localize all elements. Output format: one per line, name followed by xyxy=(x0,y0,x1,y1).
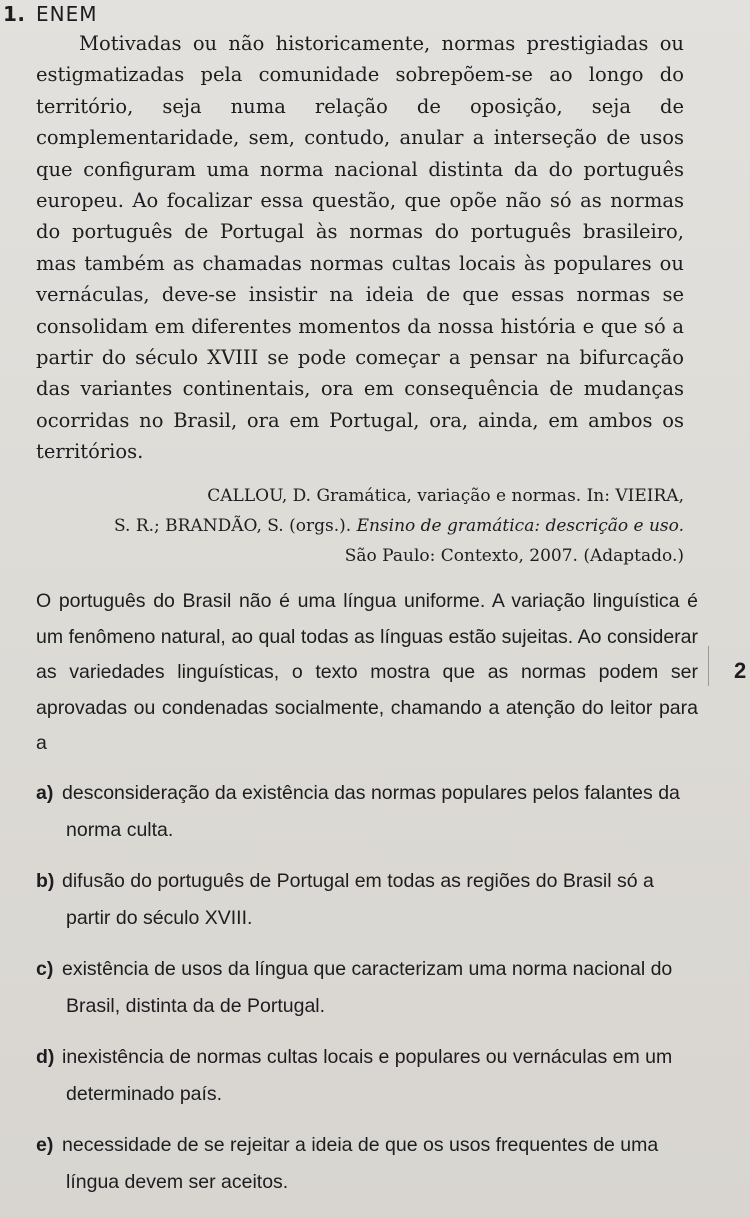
option-text: desconsideração da existência das normas populares pelos falantes da norma culta. xyxy=(62,782,680,841)
citation-book-title: Ensino de gramática: descrição e uso. xyxy=(356,516,684,536)
option-text: difusão do português de Portugal em todas as regiões do Brasil só a partir do século XVIII. xyxy=(62,870,654,929)
option-letter: d) xyxy=(36,1046,55,1068)
citation-line-1: CALLOU, D. Gramática, variação e normas. In: VIEIRA, xyxy=(207,486,684,506)
passage-text: Motivadas ou não historicamente, normas prestigiadas ou estigmatizadas pela comunidade sobrepõem-se ao longo do território, seja numa relação de oposição, seja de complementaridade, sem, contudo, anular a interseção de usos que configuram uma norma nacional distinta da do português europeu. Ao focalizar essa questão, que opõe não só as normas do português de Portugal às normas do português brasileiro, mas também as chamadas normas cultas locais às populares ou vernáculas, deve-se insistir na ideia de que essas normas se consolidam em diferentes momentos da nossa história e que só a partir do século XVIII se pode começar a pensar na bifurcação das variantes continentais, ora em consequência de mudanças ocorridas no Brasil, ora em Portugal, ora, ainda, em ambos os territórios. xyxy=(36,32,684,464)
citation-line-2 xyxy=(114,511,684,541)
answer-options xyxy=(36,775,696,1215)
option-text: inexistência de normas cultas locais e populares ou vernáculas em um determinado país. xyxy=(62,1046,673,1105)
option-letter: a) xyxy=(36,782,54,804)
question-stem: O português do Brasil não é uma língua uniforme. A variação linguística é um fenômeno natural, ao qual todas as línguas estão sujeitas. Ao considerar as variedades linguísticas, o texto mostra que as normas podem ser aprovadas ou condenadas socialmente, chamando a atenção do leitor para a xyxy=(36,590,698,754)
option-letter: c) xyxy=(36,958,54,980)
option-d[interactable] xyxy=(36,1039,696,1113)
option-letter: b) xyxy=(36,870,55,892)
option-letter: e) xyxy=(36,1134,54,1156)
exam-label: ENEM xyxy=(36,2,98,26)
margin-divider xyxy=(708,646,709,686)
option-a[interactable] xyxy=(36,775,696,849)
margin-number: 2 xyxy=(734,658,747,683)
citation xyxy=(114,481,684,571)
citation-authors: S. R.; BRANDÃO, S. (orgs.). xyxy=(113,516,357,536)
option-text: necessidade de se rejeitar a ideia de que os usos frequentes de uma língua devem ser aceitos. xyxy=(62,1134,659,1193)
option-e[interactable] xyxy=(36,1127,696,1201)
question-number: 1. xyxy=(3,2,26,26)
option-c[interactable] xyxy=(36,951,696,1025)
option-b[interactable] xyxy=(36,863,696,937)
option-text: existência de usos da língua que caracterizam uma norma nacional do Brasil, distinta da de Portugal. xyxy=(62,958,673,1017)
citation-line-3: São Paulo: Contexto, 2007. (Adaptado.) xyxy=(344,546,684,566)
